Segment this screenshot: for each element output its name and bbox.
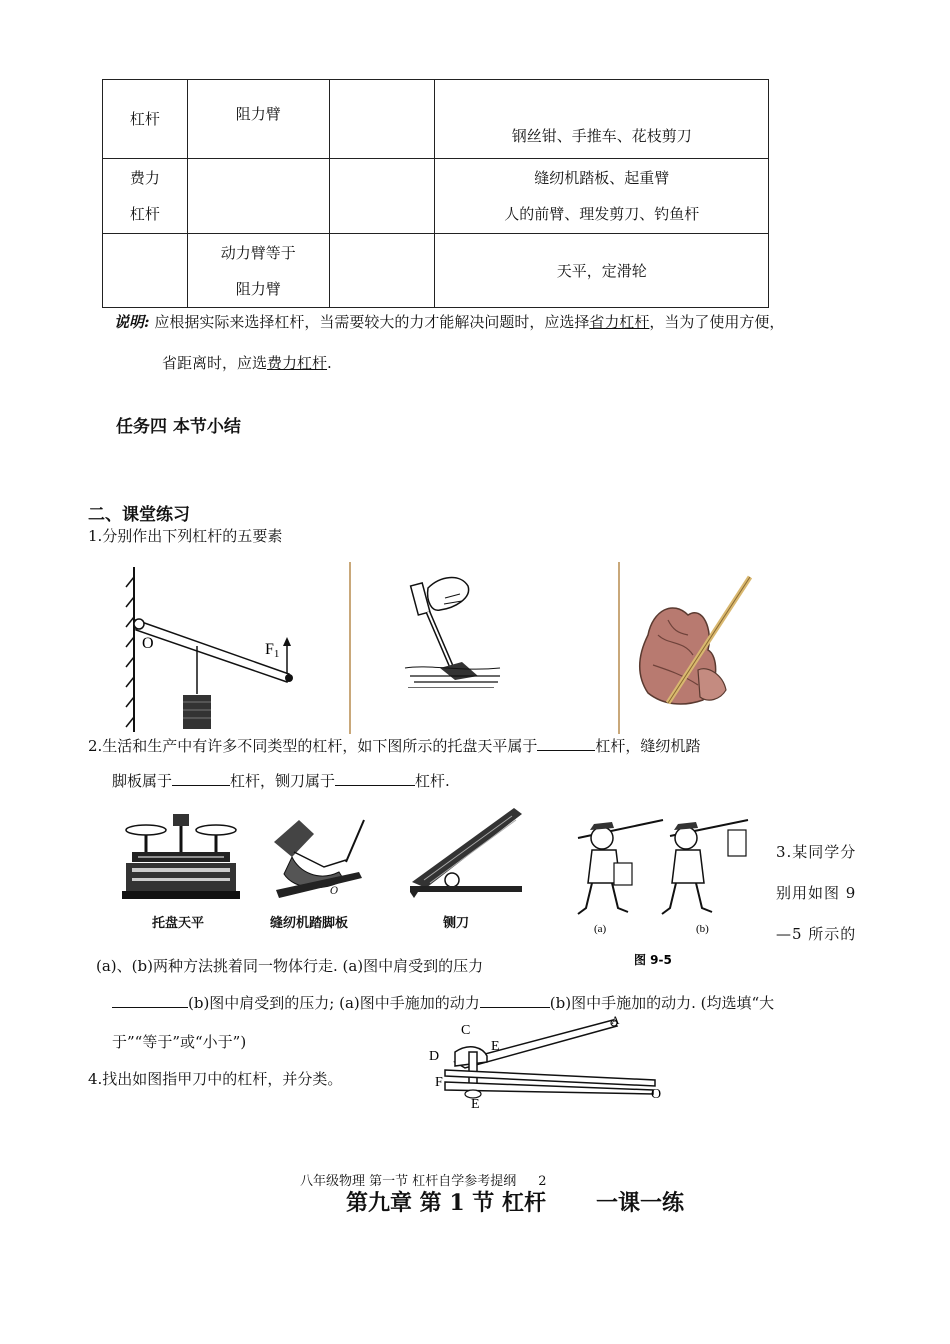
note-text: 应根据实际来选择杠杆，当需要较大的力才能解决问题时，应选择 (154, 313, 590, 331)
question-2-line-2 (112, 771, 450, 791)
sewing-pedal-figure (264, 812, 374, 907)
table-cell (329, 234, 435, 308)
point-f: F (435, 1075, 443, 1090)
q3-text: —5 所示的 (776, 925, 857, 943)
nail-clipper-figure (425, 1014, 675, 1110)
answer-blank[interactable] (112, 993, 188, 1008)
figure-title: 图 9-5 (634, 953, 672, 967)
table-cell: 阻力臂 (187, 80, 329, 159)
section-heading: 二、课堂练习 (88, 505, 190, 525)
title-right: 一课一练 (595, 1190, 684, 1216)
caption-balance: 托盘天平 (152, 916, 205, 931)
q2-text: 杠杆. (415, 772, 450, 790)
rock-prying-figure (628, 575, 758, 715)
note-line-2 (162, 353, 332, 373)
table-cell: 缝纫机踏板、起重臂 人的前臂、理发剪刀、钓鱼杆 (435, 159, 769, 234)
point-e-bottom: E (471, 1097, 480, 1110)
force-label: F1 (265, 641, 280, 660)
question-4: 4.找出如图指甲刀中的杠杆，并分类。 (88, 1070, 343, 1088)
caption-guillotine: 铡刀 (443, 916, 470, 931)
table-cell (329, 80, 435, 159)
q3-text: (b)图中手施加的动力. (均选填“大 (549, 994, 775, 1012)
label-a: (a) (594, 923, 607, 935)
table-cell (103, 234, 188, 308)
divider (349, 562, 351, 734)
note-answer-2: 费力杠杆 (267, 354, 328, 372)
point-c: C (461, 1023, 471, 1038)
point-o: O (651, 1087, 662, 1102)
page-number: 2 (538, 1174, 547, 1189)
label-b: (b) (696, 923, 709, 935)
q3-text: 别用如图 9 (776, 884, 857, 902)
answer-blank[interactable] (537, 736, 595, 751)
table-row (103, 159, 769, 234)
table-row (103, 80, 769, 159)
caption-pedal: 缝纫机踏脚板 (270, 916, 349, 931)
question-3-line-3: 于”“等于”或“小于”) (112, 1033, 247, 1051)
answer-blank[interactable] (172, 771, 230, 786)
title-left: 第九章 第 1 节 杠杆 (346, 1190, 546, 1216)
task4-heading: 任务四 本节小结 (116, 417, 241, 437)
q2-text: 2.生活和生产中有许多不同类型的杠杆，如下图所示的托盘天平属于 (88, 737, 538, 755)
pivot-label: O (142, 635, 154, 652)
note-answer-1: 省力杠杆 (589, 313, 650, 331)
q3-text: (b)图中肩受到的压力; (a)图中手施加的动力 (188, 994, 480, 1012)
table-cell (329, 159, 435, 234)
divider (618, 562, 620, 734)
question-3-line-1: (a)、(b)两种方法挑着同一物体行走. (a)图中肩受到的压力 (96, 957, 484, 975)
note-text: ，当为了使用方便， (649, 313, 785, 331)
table-cell: 钢丝钳、手推车、花枝剪刀 (435, 80, 769, 159)
point-d: D (429, 1049, 440, 1064)
lever-classification-table (102, 79, 769, 308)
footer-text: 八年级物理 第一节 杠杆自学参考提纲 (300, 1174, 517, 1189)
q2-text: 杠杆，铡刀属于 (230, 772, 336, 790)
note-text: 省距离时，应选 (162, 354, 268, 372)
carrying-figure-9-5 (568, 808, 758, 973)
table-row (103, 234, 769, 308)
note-line-1 (114, 312, 784, 332)
q3-text: 3.某同学分 (776, 843, 857, 861)
note-text: . (327, 354, 332, 372)
balance-scale-figure (118, 808, 243, 908)
question-3-line-2 (112, 993, 774, 1013)
svg-text:O: O (330, 886, 339, 897)
question-3-side (776, 832, 856, 955)
wall-lever-figure (122, 562, 302, 737)
question-2-line-1 (88, 736, 700, 756)
question-1: 1.分别作出下列杠杆的五要素 (88, 527, 283, 545)
hammer-figure (400, 568, 510, 688)
table-cell: 杠杆 (103, 80, 188, 159)
point-a: A (611, 1014, 620, 1027)
answer-blank[interactable] (335, 771, 415, 786)
note-label: 说明: (114, 313, 150, 331)
point-e-top: E (491, 1039, 500, 1054)
table-cell: 天平，定滑轮 (435, 234, 769, 308)
guillotine-figure (404, 800, 529, 900)
q2-text: 杠杆，缝纫机踏 (595, 737, 701, 755)
table-cell: 动力臂等于 阻力臂 (187, 234, 329, 308)
q2-text: 脚板属于 (112, 772, 173, 790)
table-cell: 费力 杠杆 (103, 159, 188, 234)
table-cell (187, 159, 329, 234)
chapter-title (346, 1186, 684, 1217)
answer-blank[interactable] (480, 993, 550, 1008)
